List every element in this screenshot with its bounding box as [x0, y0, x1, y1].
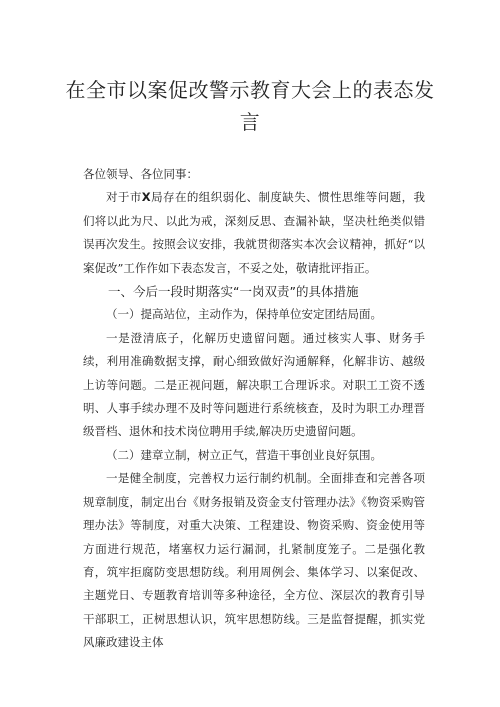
intro-prefix: 对于市	[106, 190, 142, 205]
subheading-2: （二）建章立制，树立正气，营造干事创业良好氛围。	[106, 447, 382, 462]
subheading-1: （一）提高站位，主动作为，保持单位安定团结局面。	[106, 307, 382, 322]
document-title: 在全市以案促改警示教育大会上的表态发言	[65, 78, 435, 134]
document-body	[83, 163, 425, 655]
intro-rest: 局存在的组织弱化、制度缺失、惯性思维等问题，我们将以此为尺、以此为戒，深刻反思、查漏补缺，坚决杜绝类似错误再次发生。按照会议安排，我就贯彻落实本次会议精神，抓好“以案促改”工作作如下表态发言，不妥之处，敬请批评指正。	[83, 190, 426, 275]
intro-x: X	[141, 190, 151, 205]
section-heading-1: 一、今后一段时期落实“一岗双责”的具体措施	[108, 284, 359, 300]
intro-paragraph	[83, 186, 425, 280]
paragraph-1: 一是澄清底子，化解历史遗留问题。通过核实人事、财务手续，利用准确数据支撑，耐心细致做好沟通解释，化解非访、越级上访等问题。二是正视问题，解决职工合理诉求。对职工工资不透明、人事手续办理不及时等问题进行系统核查，及时为职工办理晋级晋档、退休和技术岗位聘用手续,解决历史遗留问题。	[83, 330, 425, 439]
paragraph-2: 一是健全制度，完善权力运行制约机制。全面排查和完善各项规章制度，制定出台《财务报销及资金支付管理办法》《物资采购管理办法》等制度，对重大决策、工程建设、物资采购、资金使用等方面进行规范，堵塞权力运行漏洞，扎紧制度笼子。二是强化教育，筑牢拒腐防变思想防线。利用周例会、集体学习、以案促改、主题党日、专题教育培训等多种途径，全方位、深层次的教育引导干部职工，正树思想认识，筑牢思想防线。三是监督提醒，抓实党风廉政建设主体	[83, 471, 425, 650]
salutation: 各位领导、各位同事：	[83, 167, 198, 181]
